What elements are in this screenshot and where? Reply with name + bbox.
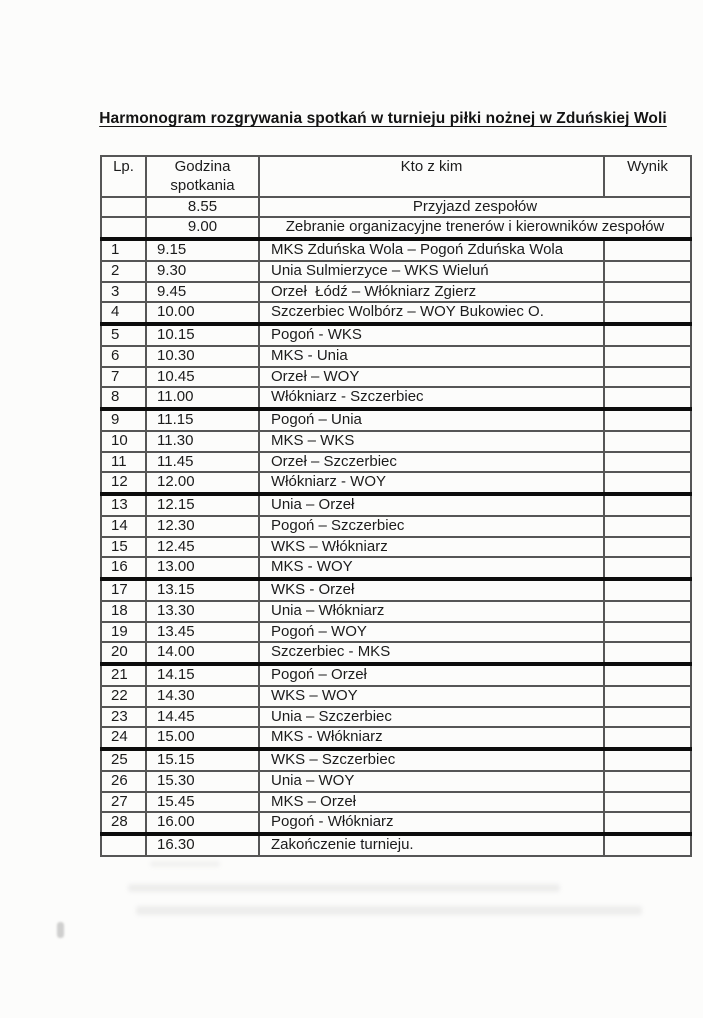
match-result-cell [604,324,691,346]
time-cell: 9.00 [146,217,259,239]
match-result-cell [604,686,691,707]
match-result-cell [604,431,691,452]
closing-rows [101,834,691,856]
match-row [101,239,691,261]
match-row [101,579,691,601]
schedule-table [100,155,692,857]
scan-artifact [57,922,64,938]
lp-cell [101,197,146,218]
match-result-cell [604,579,691,601]
match-teams-cell: Unia – WOY [259,771,604,792]
match-row [101,367,691,388]
match-time-cell: 13.30 [146,601,259,622]
match-result-cell [604,516,691,537]
match-number-cell: 18 [101,601,146,622]
match-result-cell [604,727,691,749]
match-time-cell: 11.45 [146,452,259,473]
match-time-cell: 10.00 [146,302,259,324]
match-number-cell: 25 [101,749,146,771]
match-number-cell: 12 [101,472,146,494]
match-result-cell [604,472,691,494]
match-teams-cell: Orzeł – WOY [259,367,604,388]
match-time-cell: 15.30 [146,771,259,792]
match-number-cell: 4 [101,302,146,324]
match-result-cell [604,812,691,834]
match-time-cell: 15.00 [146,727,259,749]
match-result-cell [604,557,691,579]
match-time-cell: 9.15 [146,239,259,261]
match-row [101,727,691,749]
match-rows [101,239,691,834]
match-teams-cell: Orzeł Łódź – Włókniarz Zgierz [259,282,604,303]
match-teams-cell: Pogoń – Orzeł [259,664,604,686]
match-teams-cell: Unia – Włókniarz [259,601,604,622]
match-teams-cell: Unia – Orzeł [259,494,604,516]
match-time-cell: 14.30 [146,686,259,707]
match-row [101,642,691,664]
closing-text-cell: Zakończenie turnieju. [259,834,604,856]
match-number-cell: 23 [101,707,146,728]
match-teams-cell: Włókniarz - WOY [259,472,604,494]
match-result-cell [604,622,691,643]
match-result-cell [604,367,691,388]
match-row [101,664,691,686]
match-number-cell: 9 [101,409,146,431]
match-time-cell: 12.15 [146,494,259,516]
match-number-cell: 14 [101,516,146,537]
match-time-cell: 9.30 [146,261,259,282]
match-result-cell [604,792,691,813]
match-time-cell: 10.45 [146,367,259,388]
match-teams-cell: MKS – Orzeł [259,792,604,813]
match-result-cell [604,642,691,664]
match-time-cell: 10.30 [146,346,259,367]
event-row-arrival [101,197,691,218]
match-row [101,452,691,473]
match-time-cell: 12.45 [146,537,259,558]
match-row [101,282,691,303]
match-row [101,557,691,579]
match-result-cell [604,452,691,473]
match-time-cell: 13.45 [146,622,259,643]
match-time-cell: 15.15 [146,749,259,771]
match-result-cell [604,664,691,686]
event-cell: Zebranie organizacyjne trenerów i kierowników zespołów [259,217,691,239]
match-number-cell: 6 [101,346,146,367]
match-time-cell: 14.00 [146,642,259,664]
match-row [101,472,691,494]
match-result-cell [604,494,691,516]
match-time-cell: 15.45 [146,792,259,813]
match-number-cell: 28 [101,812,146,834]
match-time-cell: 14.45 [146,707,259,728]
match-teams-cell: Pogoń – WOY [259,622,604,643]
match-teams-cell: Pogoń - WKS [259,324,604,346]
scan-artifact [136,906,642,915]
match-row [101,387,691,409]
time-cell: 16.30 [146,834,259,856]
page-title: Harmonogram rozgrywania spotkań w turnieju piłki nożnej w Zduńskiej Woli [99,110,667,127]
match-teams-cell: WKS - Orzeł [259,579,604,601]
match-number-cell: 20 [101,642,146,664]
match-teams-cell: Pogoń – Szczerbiec [259,516,604,537]
table-header-row [101,156,691,197]
match-number-cell: 24 [101,727,146,749]
match-number-cell: 21 [101,664,146,686]
match-number-cell: 10 [101,431,146,452]
match-time-cell: 11.30 [146,431,259,452]
lp-cell [101,834,146,856]
match-result-cell [604,302,691,324]
match-number-cell: 5 [101,324,146,346]
match-teams-cell: MKS Zduńska Wola – Pogoń Zduńska Wola [259,239,604,261]
match-result-cell [604,282,691,303]
match-teams-cell: Unia Sulmierzyce – WKS Wieluń [259,261,604,282]
match-number-cell: 11 [101,452,146,473]
match-time-cell: 14.15 [146,664,259,686]
match-row [101,812,691,834]
match-number-cell: 7 [101,367,146,388]
match-number-cell: 8 [101,387,146,409]
match-teams-cell: MKS - WOY [259,557,604,579]
match-teams-cell: WKS – WOY [259,686,604,707]
match-teams-cell: Włókniarz - Szczerbiec [259,387,604,409]
match-teams-cell: Szczerbiec Wolbórz – WOY Bukowiec O. [259,302,604,324]
match-number-cell: 19 [101,622,146,643]
match-teams-cell: Pogoń - Włókniarz [259,812,604,834]
match-time-cell: 10.15 [146,324,259,346]
match-row [101,431,691,452]
match-time-cell: 16.00 [146,812,259,834]
time-cell: 8.55 [146,197,259,218]
match-result-cell [604,261,691,282]
match-time-cell: 12.30 [146,516,259,537]
match-row [101,516,691,537]
match-teams-cell: MKS - Włókniarz [259,727,604,749]
closing-row [101,834,691,856]
match-time-cell: 11.15 [146,409,259,431]
match-result-cell [604,239,691,261]
match-result-cell [604,537,691,558]
match-row [101,302,691,324]
event-cell: Przyjazd zespołów [259,197,691,218]
match-teams-cell: WKS – Włókniarz [259,537,604,558]
match-row [101,494,691,516]
event-row-meeting [101,217,691,239]
match-row [101,409,691,431]
match-teams-cell: Pogoń – Unia [259,409,604,431]
match-row [101,792,691,813]
header-lp: Lp. [101,156,146,197]
match-number-cell: 27 [101,792,146,813]
match-time-cell: 13.15 [146,579,259,601]
match-number-cell: 22 [101,686,146,707]
event-rows [101,197,691,240]
header-time: Godzina spotkania [146,156,259,197]
match-row [101,622,691,643]
header-match: Kto z kim [259,156,604,197]
match-number-cell: 15 [101,537,146,558]
header-result: Wynik [604,156,691,197]
match-row [101,324,691,346]
match-number-cell: 13 [101,494,146,516]
match-row [101,749,691,771]
result-cell [604,834,691,856]
match-result-cell [604,346,691,367]
match-teams-cell: Unia – Szczerbiec [259,707,604,728]
match-number-cell: 1 [101,239,146,261]
match-number-cell: 16 [101,557,146,579]
match-teams-cell: MKS - Unia [259,346,604,367]
match-teams-cell: MKS – WKS [259,431,604,452]
match-number-cell: 3 [101,282,146,303]
match-row [101,261,691,282]
match-row [101,686,691,707]
scan-artifact [128,884,560,892]
match-result-cell [604,387,691,409]
match-result-cell [604,601,691,622]
match-teams-cell: WKS – Szczerbiec [259,749,604,771]
match-result-cell [604,771,691,792]
match-time-cell: 13.00 [146,557,259,579]
match-teams-cell: Szczerbiec - MKS [259,642,604,664]
match-time-cell: 11.00 [146,387,259,409]
match-result-cell [604,707,691,728]
match-row [101,537,691,558]
match-time-cell: 12.00 [146,472,259,494]
match-number-cell: 26 [101,771,146,792]
match-row [101,346,691,367]
match-number-cell: 17 [101,579,146,601]
match-time-cell: 9.45 [146,282,259,303]
match-teams-cell: Orzeł – Szczerbiec [259,452,604,473]
match-row [101,601,691,622]
scan-artifact [150,861,220,867]
match-row [101,771,691,792]
match-result-cell [604,409,691,431]
match-result-cell [604,749,691,771]
match-row [101,707,691,728]
lp-cell [101,217,146,239]
match-number-cell: 2 [101,261,146,282]
